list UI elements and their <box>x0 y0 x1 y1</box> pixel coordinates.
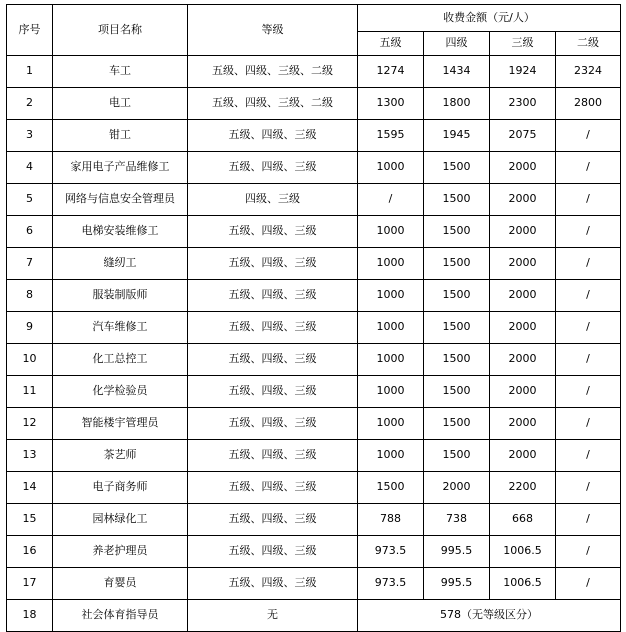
row-fee-level-3: 2000 <box>490 376 556 408</box>
header-level: 等级 <box>188 5 358 56</box>
row-fee-level-5: 1000 <box>358 312 424 344</box>
row-level: 五级、四级、三级 <box>188 216 358 248</box>
row-name: 车工 <box>53 56 188 88</box>
row-index: 10 <box>7 344 53 376</box>
row-name: 电梯安装维修工 <box>53 216 188 248</box>
table-header-row-1 <box>7 5 621 32</box>
row-fee-level-4: 1500 <box>424 376 490 408</box>
row-fee-level-4: 995.5 <box>424 568 490 600</box>
row-level: 五级、四级、三级 <box>188 120 358 152</box>
row-fee-note: 578（无等级区分） <box>358 600 621 632</box>
table-row <box>7 536 621 568</box>
row-fee-level-4: 1500 <box>424 440 490 472</box>
row-level: 四级、三级 <box>188 184 358 216</box>
row-level: 五级、四级、三级 <box>188 536 358 568</box>
row-level: 五级、四级、三级 <box>188 472 358 504</box>
row-fee-level-5: 1000 <box>358 344 424 376</box>
table-row <box>7 56 621 88</box>
row-level: 五级、四级、三级 <box>188 248 358 280</box>
row-index: 18 <box>7 600 53 632</box>
row-index: 5 <box>7 184 53 216</box>
row-level: 五级、四级、三级 <box>188 408 358 440</box>
row-name: 电子商务师 <box>53 472 188 504</box>
table-row <box>7 440 621 472</box>
row-index: 1 <box>7 56 53 88</box>
row-fee-level-5: 1000 <box>358 376 424 408</box>
row-fee-level-2: / <box>556 216 621 248</box>
header-sub-level-3: 三级 <box>490 32 556 56</box>
row-level: 五级、四级、三级 <box>188 312 358 344</box>
row-fee-level-4: 1500 <box>424 344 490 376</box>
table-row <box>7 504 621 536</box>
row-name: 钳工 <box>53 120 188 152</box>
row-fee-level-2: / <box>556 536 621 568</box>
table-row <box>7 280 621 312</box>
table-row <box>7 472 621 504</box>
header-index: 序号 <box>7 5 53 56</box>
row-fee-level-4: 1500 <box>424 312 490 344</box>
row-name: 汽车维修工 <box>53 312 188 344</box>
row-fee-level-4: 2000 <box>424 472 490 504</box>
row-fee-level-5: 1595 <box>358 120 424 152</box>
row-fee-level-3: 2000 <box>490 184 556 216</box>
row-fee-level-5: 1300 <box>358 88 424 120</box>
row-fee-level-5: 1000 <box>358 152 424 184</box>
row-fee-level-3: 2000 <box>490 440 556 472</box>
row-fee-level-4: 1500 <box>424 152 490 184</box>
row-fee-level-3: 2000 <box>490 152 556 184</box>
row-level: 五级、四级、三级 <box>188 376 358 408</box>
table-row <box>7 248 621 280</box>
table-row <box>7 600 621 632</box>
header-name: 项目名称 <box>53 5 188 56</box>
row-index: 16 <box>7 536 53 568</box>
row-name: 服装制版师 <box>53 280 188 312</box>
row-fee-level-2: 2800 <box>556 88 621 120</box>
row-level: 五级、四级、三级 <box>188 440 358 472</box>
row-name: 电工 <box>53 88 188 120</box>
row-level: 五级、四级、三级 <box>188 504 358 536</box>
row-fee-level-4: 1500 <box>424 408 490 440</box>
row-fee-level-5: 1000 <box>358 248 424 280</box>
row-fee-level-2: / <box>556 568 621 600</box>
row-fee-level-2: / <box>556 312 621 344</box>
row-index: 17 <box>7 568 53 600</box>
row-fee-level-4: 1800 <box>424 88 490 120</box>
fee-standard-table <box>6 4 621 632</box>
row-fee-level-3: 2075 <box>490 120 556 152</box>
row-fee-level-4: 738 <box>424 504 490 536</box>
table-row <box>7 152 621 184</box>
row-fee-level-5: 1274 <box>358 56 424 88</box>
row-index: 4 <box>7 152 53 184</box>
row-name: 养老护理员 <box>53 536 188 568</box>
row-name: 智能楼宇管理员 <box>53 408 188 440</box>
row-fee-level-4: 1945 <box>424 120 490 152</box>
row-fee-level-3: 2000 <box>490 408 556 440</box>
row-fee-level-5: 1500 <box>358 472 424 504</box>
table-row <box>7 216 621 248</box>
row-fee-level-3: 2000 <box>490 248 556 280</box>
row-fee-level-4: 1434 <box>424 56 490 88</box>
row-index: 11 <box>7 376 53 408</box>
row-fee-level-2: / <box>556 504 621 536</box>
row-index: 2 <box>7 88 53 120</box>
row-fee-level-3: 1006.5 <box>490 536 556 568</box>
header-fee-group: 收费金额（元/人） <box>358 5 621 32</box>
row-fee-level-2: / <box>556 344 621 376</box>
row-fee-level-5: 1000 <box>358 280 424 312</box>
row-level: 无 <box>188 600 358 632</box>
row-name: 网络与信息安全管理员 <box>53 184 188 216</box>
row-name: 育婴员 <box>53 568 188 600</box>
row-fee-level-2: / <box>556 184 621 216</box>
row-fee-level-2: / <box>556 376 621 408</box>
row-fee-level-5: 1000 <box>358 216 424 248</box>
row-fee-level-5: / <box>358 184 424 216</box>
table-row <box>7 312 621 344</box>
table-row <box>7 184 621 216</box>
row-index: 13 <box>7 440 53 472</box>
row-name: 社会体育指导员 <box>53 600 188 632</box>
row-name: 茶艺师 <box>53 440 188 472</box>
row-fee-level-2: / <box>556 152 621 184</box>
row-fee-level-4: 1500 <box>424 216 490 248</box>
row-fee-level-3: 2300 <box>490 88 556 120</box>
row-fee-level-3: 1924 <box>490 56 556 88</box>
row-level: 五级、四级、三级 <box>188 280 358 312</box>
row-fee-level-4: 1500 <box>424 184 490 216</box>
row-fee-level-3: 1006.5 <box>490 568 556 600</box>
row-index: 14 <box>7 472 53 504</box>
row-name: 家用电子产品维修工 <box>53 152 188 184</box>
row-index: 3 <box>7 120 53 152</box>
row-fee-level-4: 1500 <box>424 248 490 280</box>
row-fee-level-2: / <box>556 440 621 472</box>
row-fee-level-3: 2000 <box>490 216 556 248</box>
row-fee-level-4: 1500 <box>424 280 490 312</box>
row-fee-level-4: 995.5 <box>424 536 490 568</box>
header-sub-level-4: 四级 <box>424 32 490 56</box>
table-row <box>7 376 621 408</box>
row-index: 9 <box>7 312 53 344</box>
row-fee-level-3: 668 <box>490 504 556 536</box>
row-fee-level-2: / <box>556 248 621 280</box>
row-fee-level-2: / <box>556 472 621 504</box>
row-name: 缝纫工 <box>53 248 188 280</box>
header-sub-level-5: 五级 <box>358 32 424 56</box>
row-name: 化工总控工 <box>53 344 188 376</box>
row-fee-level-2: / <box>556 120 621 152</box>
table-row <box>7 120 621 152</box>
table-row <box>7 344 621 376</box>
row-fee-level-5: 1000 <box>358 440 424 472</box>
header-sub-level-2: 二级 <box>556 32 621 56</box>
row-fee-level-5: 1000 <box>358 408 424 440</box>
table-row <box>7 408 621 440</box>
row-fee-level-2: / <box>556 408 621 440</box>
row-level: 五级、四级、三级 <box>188 568 358 600</box>
row-fee-level-3: 2200 <box>490 472 556 504</box>
row-fee-level-5: 788 <box>358 504 424 536</box>
row-name: 化学检验员 <box>53 376 188 408</box>
row-level: 五级、四级、三级、二级 <box>188 88 358 120</box>
row-fee-level-3: 2000 <box>490 312 556 344</box>
row-level: 五级、四级、三级 <box>188 344 358 376</box>
table-row <box>7 568 621 600</box>
row-index: 7 <box>7 248 53 280</box>
row-level: 五级、四级、三级、二级 <box>188 56 358 88</box>
row-fee-level-3: 2000 <box>490 344 556 376</box>
row-index: 8 <box>7 280 53 312</box>
row-fee-level-2: 2324 <box>556 56 621 88</box>
row-index: 12 <box>7 408 53 440</box>
row-level: 五级、四级、三级 <box>188 152 358 184</box>
row-fee-level-5: 973.5 <box>358 536 424 568</box>
row-fee-level-3: 2000 <box>490 280 556 312</box>
table-row <box>7 88 621 120</box>
row-fee-level-5: 973.5 <box>358 568 424 600</box>
row-index: 15 <box>7 504 53 536</box>
row-index: 6 <box>7 216 53 248</box>
row-name: 园林绿化工 <box>53 504 188 536</box>
row-fee-level-2: / <box>556 280 621 312</box>
